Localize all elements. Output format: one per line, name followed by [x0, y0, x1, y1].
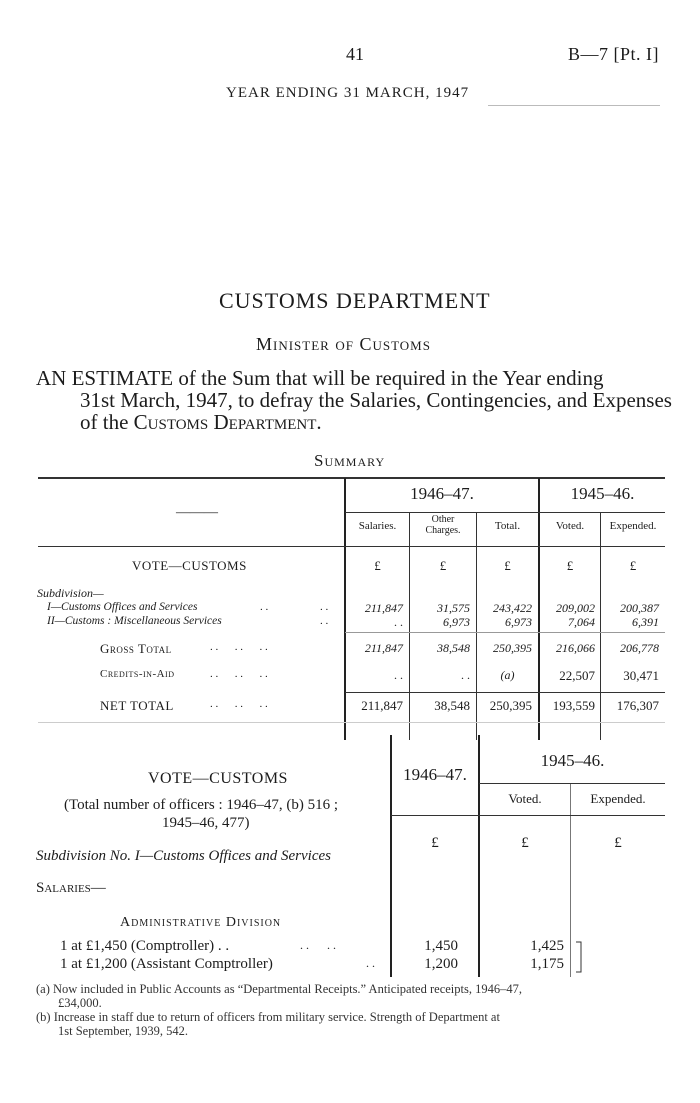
cell-salaries: 211,847	[364, 641, 403, 655]
detail-subdivision: Subdivision No. I—Customs Offices and Services	[36, 848, 331, 864]
summary-label-dash: ———	[176, 505, 218, 520]
summary-col-total: Total.	[494, 520, 521, 532]
summary-row-label: I—Customs Offices and Services	[47, 601, 198, 613]
summary-vote-label: VOTE—CUSTOMS	[132, 558, 247, 573]
cell-voted: 22,507	[559, 668, 595, 683]
footnote-a-line2: £34,000.	[58, 996, 102, 1010]
section-reference: B—7 [Pt. I]	[568, 44, 659, 64]
summary-col-1946: 1946–47.	[410, 484, 474, 503]
detail-col-1945: 1945–46.	[540, 751, 605, 770]
detail-officers-line1: (Total number of officers : 1946–47, (b) 516 ;	[64, 797, 339, 813]
cell-expended: 176,307	[616, 698, 659, 713]
footnote-a-line1: (a) Now included in Public Accounts as “Departmental Receipts.” Anticipated receipts, 1946–47,	[36, 982, 522, 996]
cell-other: 6,973	[443, 615, 470, 629]
detail-col-1946: 1946–47.	[403, 765, 467, 784]
detail-header-rule	[391, 815, 665, 816]
cell-expended: 206,778	[620, 641, 659, 655]
detail-salaries-label: Salaries—	[36, 880, 106, 896]
summary-bottom-rule	[38, 722, 665, 723]
summary-gross-label: Gross Total	[100, 641, 172, 656]
pound-sign: £	[504, 558, 511, 573]
cell-salaries: 211,847	[364, 601, 403, 615]
cell-expended: 6,391	[632, 615, 659, 629]
summary-col-voted: Voted.	[555, 520, 585, 532]
leader-dots: . .	[366, 956, 375, 970]
estimate-line-1: AN ESTIMATE of the Sum that will be required in the Year ending	[36, 366, 604, 390]
grouping-bracket	[574, 940, 586, 974]
detail-vote-label: VOTE—CUSTOMS	[148, 770, 288, 787]
pound-sign: £	[566, 558, 574, 573]
detail-col-voted: Voted.	[508, 791, 542, 806]
pound-sign: £	[431, 835, 439, 851]
cell-total: 250,395	[493, 641, 532, 655]
summary-col-salaries: Salaries.	[358, 520, 397, 532]
detail-rule-voted	[570, 784, 571, 977]
cell-voted: 209,002	[556, 601, 595, 615]
pound-sign: £	[439, 558, 447, 573]
pound-sign: £	[614, 835, 622, 851]
summary-gross-rule	[345, 632, 665, 633]
summary-row-label: II—Customs : Miscellaneous Services	[47, 615, 222, 627]
detail-officers-line2: 1945–46, 477)	[162, 815, 250, 831]
leader-dots: . .	[320, 615, 329, 627]
pound-sign: £	[629, 558, 637, 573]
cell-other: 31,575	[437, 601, 470, 615]
summary-credits-label: Credits-in-Aid	[100, 668, 175, 680]
header-rule	[488, 105, 660, 106]
leader-dots: . . . . . .	[210, 698, 268, 710]
cell-1946: 1,450	[424, 938, 458, 954]
detail-year-rule	[479, 783, 665, 784]
cell-voted: 1,175	[530, 956, 564, 972]
pound-sign: £	[521, 835, 529, 851]
leader-dots: . .	[260, 601, 269, 613]
summary-top-rule	[38, 477, 665, 479]
summary-net-label: NET TOTAL	[100, 698, 174, 713]
summary-subdivision-label: Subdivision—	[37, 586, 104, 600]
cell-voted: 193,559	[552, 698, 595, 713]
cell-1946: 1,200	[424, 956, 458, 972]
page-number: 41	[346, 44, 364, 64]
cell-expended: 200,387	[620, 601, 659, 615]
cell-other: 38,548	[437, 641, 470, 655]
minister-heading: Minister of Customs	[256, 334, 431, 354]
summary-heading: Summary	[314, 451, 386, 470]
footnote-b-line1: (b) Increase in staff due to return of officers from military service. Strength of Department at	[36, 1010, 500, 1024]
pound-sign: £	[374, 558, 381, 573]
cell-voted: 1,425	[530, 938, 564, 954]
cell-salaries: . .	[394, 668, 403, 682]
year-heading: YEAR ENDING 31 MARCH, 1947	[226, 85, 470, 101]
cell-total: (a)	[500, 668, 515, 682]
cell-expended: 30,471	[623, 668, 659, 683]
cell-salaries: 211,847	[361, 698, 403, 713]
estimate-line-2: 31st March, 1947, to defray the Salaries, Contingencies, and Expenses	[80, 388, 672, 412]
cell-total: 250,395	[489, 698, 532, 713]
cell-total: 6,973	[505, 615, 532, 629]
summary-col-1945: 1945–46.	[570, 484, 635, 503]
detail-admin-division: Administrative Division	[120, 915, 282, 930]
footnote-b-line2: 1st September, 1939, 542.	[58, 1024, 189, 1038]
summary-header-rule	[38, 546, 665, 547]
estimate-line-3: of the Customs Department.	[80, 410, 322, 434]
cell-total: 243,422	[493, 601, 532, 615]
summary-net-rule	[345, 692, 665, 693]
leader-dots: . . . . . .	[210, 641, 268, 653]
leader-dots: . .	[320, 601, 329, 613]
summary-col-expended: Expended.	[609, 520, 657, 532]
leader-dots: . . . . . .	[210, 668, 268, 680]
cell-salaries: . .	[394, 615, 403, 629]
cell-other: 38,548	[434, 698, 470, 713]
summary-col-other: Other Charges.	[425, 514, 461, 536]
detail-line-label: 1 at £1,450 (Comptroller) . .	[60, 938, 230, 954]
leader-dots: . . . .	[300, 938, 336, 952]
department-title: CUSTOMS DEPARTMENT	[219, 288, 491, 313]
cell-voted: 216,066	[556, 641, 595, 655]
detail-col-expended: Expended.	[590, 791, 646, 806]
cell-other: . .	[461, 668, 470, 682]
summary-year-rule	[345, 512, 665, 513]
cell-voted: 7,064	[568, 615, 595, 629]
detail-line-label: 1 at £1,200 (Assistant Comptroller)	[60, 956, 273, 972]
